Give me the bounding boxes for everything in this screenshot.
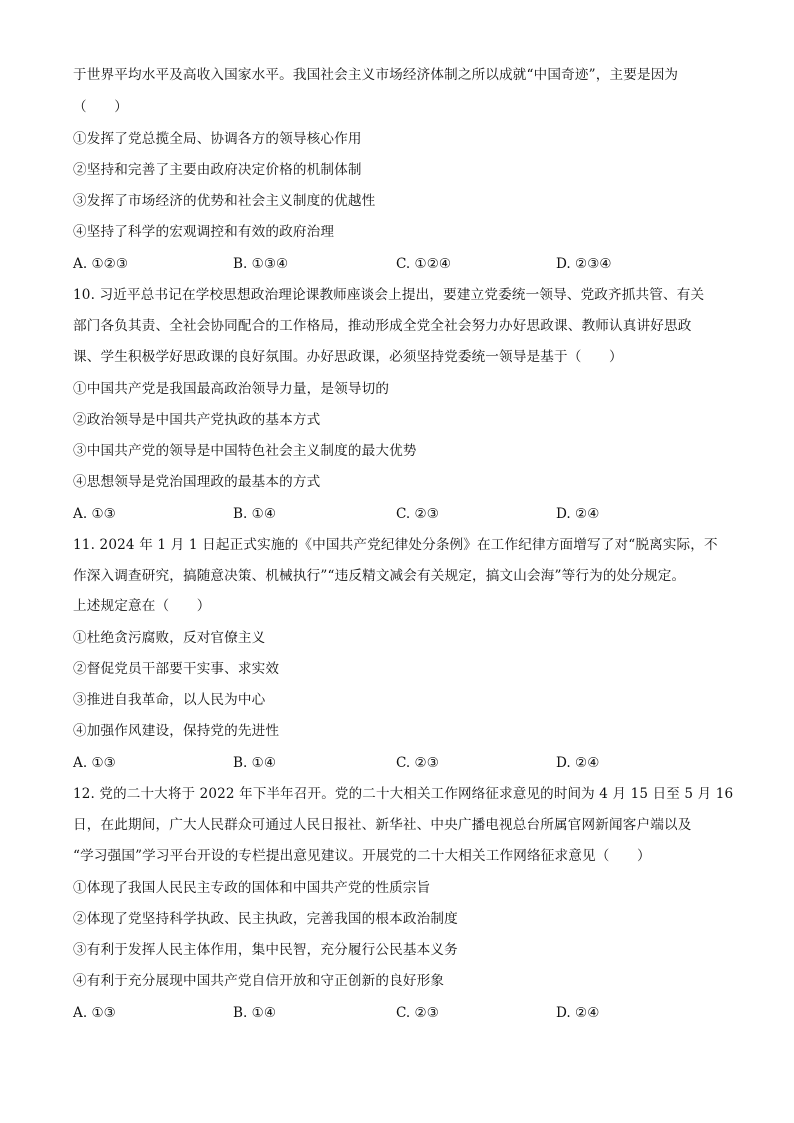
option-c[interactable]: C. ①②④ <box>396 256 452 272</box>
statement-item: ③推进自我革命，以人民为中心 <box>73 692 266 708</box>
statement-item: ④思想领导是党治国理政的最基本的方式 <box>73 474 321 490</box>
option-c[interactable]: C. ②③ <box>396 1005 439 1021</box>
question-stem-line: 部门各负其责、全社会协同配合的工作格局，推动形成全党全社会努力办好思政课、教师认真讲好思政 <box>73 318 692 334</box>
option-a[interactable]: A. ①②③ <box>73 256 129 272</box>
statement-item: ②体现了党坚持科学执政、民主执政，完善我国的根本政治制度 <box>73 911 458 927</box>
statement-item: ③中国共产党的领导是中国特色社会主义制度的最大优势 <box>73 443 417 459</box>
statement-item: ②坚持和完善了主要由政府决定价格的机制体制 <box>73 162 362 178</box>
option-b[interactable]: B. ①③④ <box>233 256 289 272</box>
statement-item: ①杜绝贪污腐败，反对官僚主义 <box>73 630 266 646</box>
question-stem-line: 日，在此期间，广大人民群众可通过人民日报社、新华社、中央广播电视总台所属官网新闻客户端以及 <box>73 817 692 833</box>
option-b[interactable]: B. ①④ <box>233 506 277 522</box>
question-stem-line: 11. 2024 年 1 月 1 日起正式实施的《中国共产党纪律处分条例》在工作纪律方面增写了对“脱离实际，不 <box>73 537 718 553</box>
statement-item: ①体现了我国人民民主专政的国体和中国共产党的性质宗旨 <box>73 880 431 896</box>
option-d[interactable]: D. ②③④ <box>556 256 612 272</box>
statement-item: ②政治领导是中国共产党执政的基本方式 <box>73 412 321 428</box>
option-b[interactable]: B. ①④ <box>233 755 277 771</box>
question-stem-line: 于世界平均水平及高收入国家水平。我国社会主义市场经济体制之所以成就“中国奇迹”，主要是因为 <box>73 67 679 83</box>
question-stem-line: 课、学生积极学好思政课的良好氛围。办好思政课，必须坚持党委统一领导是基于（ ） <box>73 349 623 365</box>
statement-item: ④加强作风建设，保持党的先进性 <box>73 723 280 739</box>
statement-item: ②督促党员干部要干实事、求实效 <box>73 661 280 677</box>
option-d[interactable]: D. ②④ <box>556 1005 600 1021</box>
question-stem-line: 上述规定意在（ ） <box>73 598 211 614</box>
option-c[interactable]: C. ②③ <box>396 506 439 522</box>
option-b[interactable]: B. ①④ <box>233 1005 277 1021</box>
statement-item: ①发挥了党总揽全局、协调各方的领导核心作用 <box>73 131 362 147</box>
statement-item: ①中国共产党是我国最高政治领导力量，是领导切的 <box>73 381 390 397</box>
option-a[interactable]: A. ①③ <box>73 755 116 771</box>
question-stem-line: 作深入调查研究，搞随意决策、机械执行”“违反精文减会有关规定，搞文山会海”等行为的处分规定。 <box>73 568 686 584</box>
question-stem-line: 10. 习近平总书记在学校思想政治理论课教师座谈会上提出，要建立党委统一领导、党政齐抓共管、有关 <box>73 287 705 303</box>
option-a[interactable]: A. ①③ <box>73 1005 116 1021</box>
question-stem-line: 12. 党的二十大将于 2022 年下半年召开。党的二十大相关工作网络征求意见的时间为 4 月 15 日至 5 月 16 <box>73 786 734 802</box>
question-stem-line: “学习强国”学习平台开设的专栏提出意见建议。开展党的二十大相关工作网络征求意见（ ） <box>73 848 651 864</box>
answer-bracket: （ ） <box>73 99 128 115</box>
statement-item: ④有利于充分展现中国共产党自信开放和守正创新的良好形象 <box>73 973 445 989</box>
statement-item: ③发挥了市场经济的优势和社会主义制度的优越性 <box>73 193 376 209</box>
statement-item: ③有利于发挥人民主体作用，集中民智，充分履行公民基本义务 <box>73 942 458 958</box>
statement-item: ④坚持了科学的宏观调控和有效的政府治理 <box>73 224 335 240</box>
option-d[interactable]: D. ②④ <box>556 755 600 771</box>
option-c[interactable]: C. ②③ <box>396 755 439 771</box>
option-a[interactable]: A. ①③ <box>73 506 116 522</box>
option-d[interactable]: D. ②④ <box>556 506 600 522</box>
